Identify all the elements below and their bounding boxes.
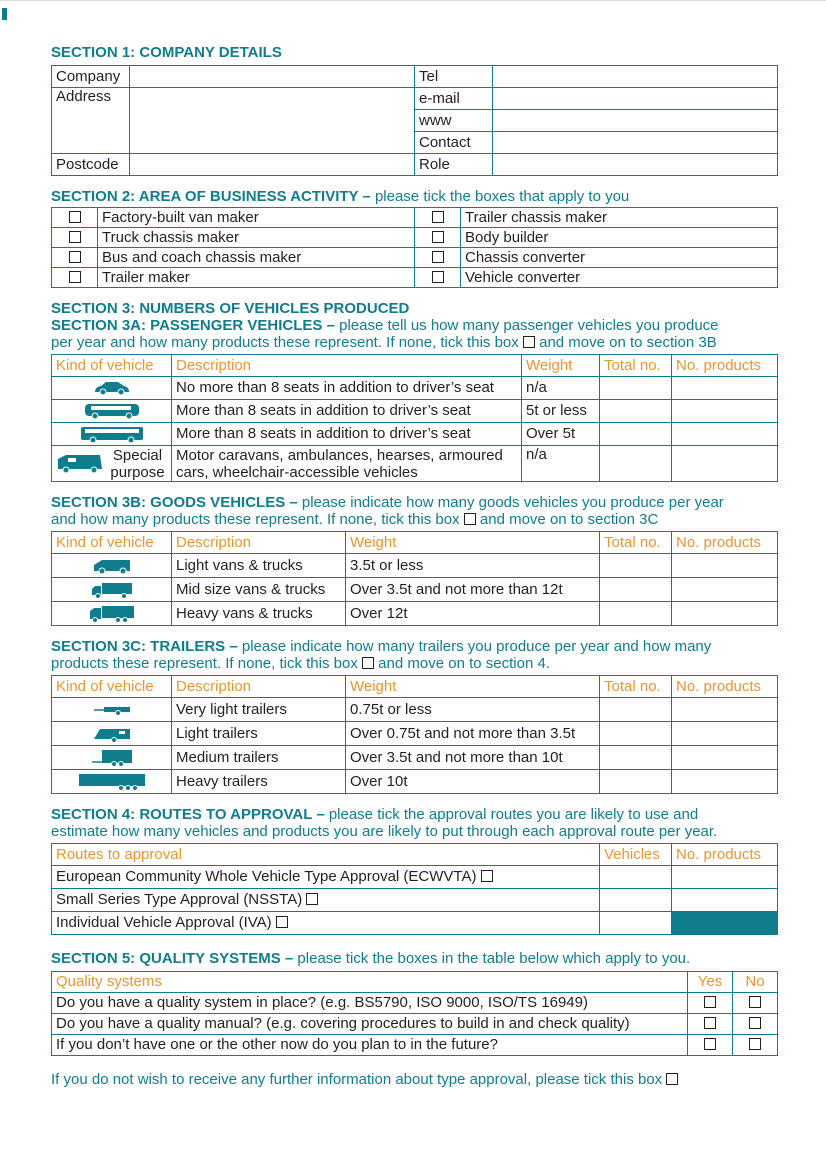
description-cell: Mid size vans & trucks	[172, 578, 346, 602]
section-4-note: please tick the approval routes you are likely to use and	[324, 806, 699, 823]
weight-cell: 0.75t or less	[346, 698, 600, 722]
section-5-note: please tick the boxes in the table below which apply to you.	[293, 950, 691, 967]
products-input[interactable]	[672, 578, 778, 602]
description-header: Description	[172, 532, 346, 554]
weight-header: Weight	[346, 532, 600, 554]
weight-cell: Over 12t	[346, 602, 600, 626]
section-3c-note: and move on to section 4.	[374, 655, 550, 672]
coach-icon	[79, 425, 145, 443]
weight-cell: Over 0.75t and not more than 3.5t	[346, 722, 600, 746]
activity-checkbox[interactable]	[415, 208, 461, 228]
company-label: Company	[52, 66, 130, 88]
route-label: European Community Whole Vehicle Type Approval (ECWVTA)	[56, 868, 477, 885]
car-icon	[92, 380, 132, 396]
section-3b-note: and how many products these represent. If none, tick this box	[51, 511, 460, 528]
products-header: No. products	[672, 355, 778, 377]
route-checkbox[interactable]	[276, 916, 288, 928]
weight-cell: 3.5t or less	[346, 554, 600, 578]
section-3c-intro	[51, 638, 777, 655]
section-3c-note: please indicate how many trailers you produce per year and how many	[237, 638, 712, 655]
yes-checkbox[interactable]	[688, 1035, 733, 1056]
activity-checkbox[interactable]	[52, 248, 98, 268]
description-cell: No more than 8 seats in addition to driver’s seat	[172, 377, 522, 400]
no-header: No	[733, 972, 778, 993]
route-nssta	[52, 889, 600, 912]
no-checkbox[interactable]	[733, 1014, 778, 1035]
activity-label: Trailer maker	[98, 268, 415, 288]
address-field[interactable]	[130, 88, 415, 154]
vehicles-input[interactable]	[600, 866, 672, 889]
total-header: Total no.	[600, 676, 672, 698]
activity-label: Trailer chassis maker	[461, 208, 778, 228]
description-cell: Heavy vans & trucks	[172, 602, 346, 626]
page-edge	[0, 0, 826, 1]
no-checkbox[interactable]	[733, 1035, 778, 1056]
weight-cell: Over 3.5t and not more than 10t	[346, 746, 600, 770]
vehicles-input[interactable]	[600, 889, 672, 912]
section-3b-note: and move on to section 3C	[475, 511, 659, 528]
trailers-table	[51, 675, 778, 794]
section-2-heading: SECTION 2: AREA OF BUSINESS ACTIVITY –	[51, 188, 371, 205]
kind-header: Kind of vehicle	[52, 355, 172, 377]
quality-systems-table	[51, 971, 778, 1056]
heavy-trailer-icon	[77, 772, 147, 792]
section-3a-note: and move on to section 3B	[534, 334, 717, 351]
products-input[interactable]	[672, 746, 778, 770]
weight-cell: Over 10t	[346, 770, 600, 794]
mid-truck-icon	[90, 581, 134, 599]
total-input[interactable]	[600, 400, 672, 423]
section-3a-note: per year and how many products these represent. If none, tick this box	[51, 334, 519, 351]
section-4-intro	[51, 806, 777, 823]
section-3a-title: SECTION 3A: PASSENGER VEHICLES –	[51, 317, 335, 334]
company-details-table	[51, 65, 778, 176]
section-3c-title: SECTION 3C: TRAILERS –	[51, 638, 238, 655]
weight-cell: n/a	[522, 446, 600, 482]
kind-header: Kind of vehicle	[52, 532, 172, 554]
products-input[interactable]	[672, 554, 778, 578]
routes-table	[51, 843, 778, 935]
section-3c-note: products these represent. If none, tick this box	[51, 655, 358, 672]
total-header: Total no.	[600, 532, 672, 554]
corner-mark	[2, 8, 7, 20]
total-input[interactable]	[600, 698, 672, 722]
section-5-heading: SECTION 5: QUALITY SYSTEMS –	[51, 950, 294, 967]
weight-cell: 5t or less	[522, 400, 600, 423]
weight-header: Weight	[522, 355, 600, 377]
activity-label: Factory-built van maker	[98, 208, 415, 228]
email-label: e-mail	[415, 88, 493, 110]
description-cell: Motor caravans, ambulances, hearses, armoured cars, wheelchair-accessible vehicles	[172, 446, 522, 482]
route-checkbox[interactable]	[481, 870, 493, 882]
section-5-title	[51, 950, 777, 967]
email-field[interactable]	[493, 88, 778, 110]
products-input[interactable]	[672, 423, 778, 446]
weight-header: Weight	[346, 676, 600, 698]
tel-label: Tel	[415, 66, 493, 88]
products-input[interactable]	[672, 377, 778, 400]
section-2-note: please tick the boxes that apply to you	[370, 188, 630, 205]
weight-cell: Over 5t	[522, 423, 600, 446]
section-3b-intro-2	[51, 511, 777, 528]
goods-vehicles-table	[51, 531, 778, 626]
products-input[interactable]	[672, 889, 778, 912]
section-4-title: SECTION 4: ROUTES TO APPROVAL –	[51, 806, 325, 823]
yes-header: Yes	[688, 972, 733, 993]
quality-question: If you don’t have one or the other now do you plan to in the future?	[52, 1035, 688, 1056]
www-label: www	[415, 110, 493, 132]
section-3b-note: please indicate how many goods vehicles you produce per year	[297, 494, 724, 511]
section-3b-title: SECTION 3B: GOODS VEHICLES –	[51, 494, 298, 511]
total-input[interactable]	[600, 554, 672, 578]
activity-label: Vehicle converter	[461, 268, 778, 288]
route-checkbox[interactable]	[306, 893, 318, 905]
passenger-vehicles-table	[51, 354, 778, 482]
description-header: Description	[172, 676, 346, 698]
total-input[interactable]	[600, 770, 672, 794]
routes-header: Routes to approval	[52, 844, 600, 866]
description-cell: Medium trailers	[172, 746, 346, 770]
total-input[interactable]	[600, 578, 672, 602]
vehicles-header: Vehicles	[600, 844, 672, 866]
very-light-trailer-icon	[92, 703, 132, 717]
route-label: Small Series Type Approval (NSSTA)	[56, 891, 303, 908]
products-input[interactable]	[672, 722, 778, 746]
section-3c-intro-2	[51, 655, 777, 672]
light-trailer-icon	[92, 725, 132, 743]
products-input[interactable]	[672, 446, 778, 482]
activity-checkbox[interactable]	[52, 268, 98, 288]
none-3c-checkbox[interactable]	[362, 657, 374, 669]
section-3a-note: please tell us how many passenger vehicles you produce	[334, 317, 719, 334]
medium-trailer-icon	[90, 748, 134, 768]
activity-checkbox[interactable]	[52, 208, 98, 228]
route-iva	[52, 912, 600, 935]
yes-checkbox[interactable]	[688, 1014, 733, 1035]
none-3b-checkbox[interactable]	[464, 513, 476, 525]
description-cell: More than 8 seats in addition to driver’s seat	[172, 423, 522, 446]
weight-cell: n/a	[522, 377, 600, 400]
section-2-title	[51, 188, 777, 205]
total-input[interactable]	[600, 722, 672, 746]
kind-header: Kind of vehicle	[52, 676, 172, 698]
activity-checkbox[interactable]	[52, 228, 98, 248]
description-header: Description	[172, 355, 522, 377]
quality-question: Do you have a quality manual? (e.g. covering procedures to build in and check quality)	[52, 1014, 688, 1035]
activity-checkbox[interactable]	[415, 268, 461, 288]
postcode-label: Postcode	[52, 154, 130, 176]
total-input[interactable]	[600, 746, 672, 770]
activity-label: Chassis converter	[461, 248, 778, 268]
address-label: Address	[52, 88, 130, 154]
products-input[interactable]	[672, 400, 778, 423]
total-header: Total no.	[600, 355, 672, 377]
no-checkbox[interactable]	[733, 993, 778, 1014]
products-input[interactable]	[672, 866, 778, 889]
weight-cell: Over 3.5t and not more than 12t	[346, 578, 600, 602]
minibus-icon	[83, 402, 141, 420]
contact-label: Contact	[415, 132, 493, 154]
quality-header: Quality systems	[52, 972, 688, 993]
tel-field[interactable]	[493, 66, 778, 88]
special-vehicle-icon	[56, 453, 104, 475]
products-input[interactable]	[672, 602, 778, 626]
description-cell: Light vans & trucks	[172, 554, 346, 578]
contact-field[interactable]	[493, 132, 778, 154]
products-input[interactable]	[672, 770, 778, 794]
products-input[interactable]	[672, 698, 778, 722]
role-label: Role	[415, 154, 493, 176]
special-purpose-label: Special purpose	[110, 446, 165, 481]
postcode-field[interactable]	[130, 154, 415, 176]
www-field[interactable]	[493, 110, 778, 132]
opt-out-text: If you do not wish to receive any further information about type approval, please tick this box	[51, 1071, 663, 1088]
products-header: No. products	[672, 676, 778, 698]
description-cell: Light trailers	[172, 722, 346, 746]
route-ecwvta	[52, 866, 600, 889]
activity-label: Truck chassis maker	[98, 228, 415, 248]
route-label: Individual Vehicle Approval (IVA)	[56, 914, 272, 931]
products-header: No. products	[672, 532, 778, 554]
description-cell: Heavy trailers	[172, 770, 346, 794]
activity-checkbox[interactable]	[415, 228, 461, 248]
section-1-title: SECTION 1: COMPANY DETAILS	[51, 44, 282, 61]
business-activity-table	[51, 207, 778, 288]
activity-checkbox[interactable]	[415, 248, 461, 268]
section-3a-intro-2	[51, 334, 777, 351]
description-cell: More than 8 seats in addition to driver’s seat	[172, 400, 522, 423]
total-input[interactable]	[600, 377, 672, 400]
products-header: No. products	[672, 844, 778, 866]
vehicles-input[interactable]	[600, 912, 672, 935]
total-input[interactable]	[600, 446, 672, 482]
heavy-truck-icon	[88, 604, 136, 624]
none-3a-checkbox[interactable]	[523, 336, 535, 348]
products-unavailable-cell	[672, 912, 778, 935]
total-input[interactable]	[600, 602, 672, 626]
company-field[interactable]	[130, 66, 415, 88]
section-3a-intro	[51, 317, 777, 334]
yes-checkbox[interactable]	[688, 993, 733, 1014]
role-field[interactable]	[493, 154, 778, 176]
description-cell: Very light trailers	[172, 698, 346, 722]
section-4-intro-2: estimate how many vehicles and products you are likely to put through each approval route per year.	[51, 823, 718, 840]
form-page	[51, 44, 777, 1088]
light-van-icon	[92, 557, 132, 575]
opt-out-note	[51, 1071, 777, 1088]
section-3b-intro	[51, 494, 777, 511]
section-3-title: SECTION 3: NUMBERS OF VEHICLES PRODUCED	[51, 300, 410, 317]
opt-out-checkbox[interactable]	[666, 1073, 678, 1085]
total-input[interactable]	[600, 423, 672, 446]
quality-question: Do you have a quality system in place? (e.g. BS5790, ISO 9000, ISO/TS 16949)	[52, 993, 688, 1014]
activity-label: Bus and coach chassis maker	[98, 248, 415, 268]
activity-label: Body builder	[461, 228, 778, 248]
